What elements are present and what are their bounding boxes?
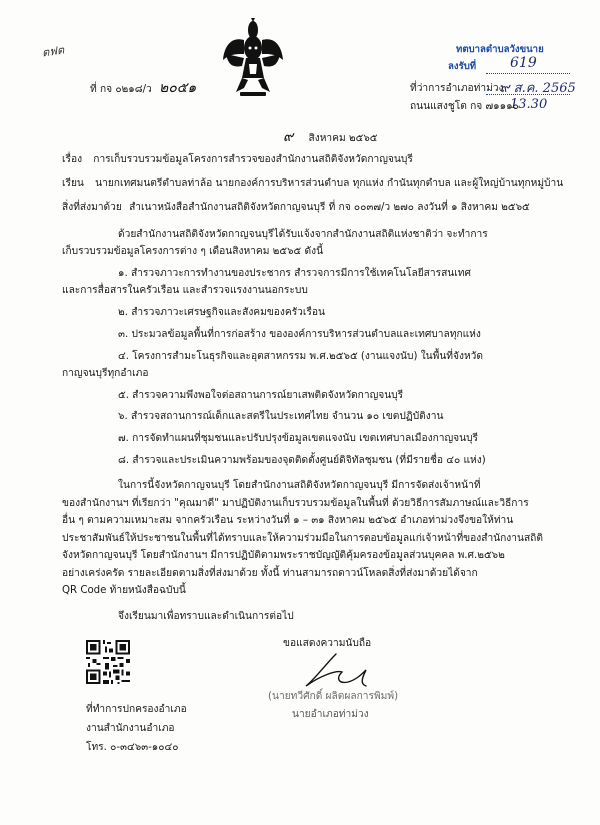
regards-line: ขอแสดงความนับถือ	[283, 638, 372, 649]
date-handwritten: ๙	[283, 129, 294, 145]
sender-address-2: ถนนแสงชูโต กจ ๗๑๑๑๐	[410, 101, 519, 112]
stamp-recv-no: 619	[510, 55, 537, 71]
closing-line: จึงเรียนมาเพื่อทราบและดำเนินการต่อไป	[118, 611, 294, 622]
paragraph-1-line-1: ด้วยสำนักงานสถิติจังหวัดกาญจนบุรีได้รับแจ้งจากสำนักงานสถิติแห่งชาติว่า จะทำการ	[118, 229, 488, 240]
salutation-line	[62, 177, 563, 190]
list-item: ๕. สำรวจความพึงพอใจต่อสถานการณ์ยาเสพติดจังหวัดกาญจนบุรี	[118, 390, 404, 401]
list-item: ๘. สำรวจและประเมินความพร้อมของจุดติดตั้งศูนย์ดิจิทัลชุมชน (ที่มีรายชื่อ ๔๐ แห่ง)	[118, 455, 486, 466]
list-item: ๑. สำรวจภาวะการทำงานของประชากร สำรวจการมีการใช้เทคโนโลยีสารสนเทศ	[118, 268, 471, 279]
subject-label: เรื่อง	[62, 154, 83, 165]
reference-label: ที่ กจ ๐๒๑๘/ว	[90, 84, 152, 95]
signature	[296, 642, 396, 692]
date-text: สิงหาคม ๒๕๖๕	[308, 133, 378, 144]
list-item: ๖. สำรวจสถานการณ์เด็กและสตรีในประเทศไทย จำนวน ๑๐ เขตปฏิบัติงาน	[118, 411, 444, 422]
paragraph-1-line-2: เก็บรวบรวมข้อมูลโครงการต่าง ๆ เดือนสิงหาคม ๒๕๖๕ ดังนี้	[62, 246, 324, 257]
paragraph-2-line: QR Code ท้ายหนังสือฉบับนี้	[62, 585, 186, 596]
stamp-time-val: 13.30	[510, 97, 548, 112]
subject-text: การเก็บรวบรวมข้อมูลโครงการสำรวจของสำนักงานสถิติจังหวัดกาญจนบุรี	[93, 154, 413, 165]
stamp-org: ทตบาลตำบลวังขนาย	[456, 44, 544, 55]
signer-name: (นายทวีศักดิ์ ผลิตผลการพิมพ์)	[268, 691, 399, 702]
list-item: ๔. โครงการสำมะโนธุรกิจและอุตสาหกรรม พ.ศ.๒๕๖๕ (งานแจงนับ) ในพื้นที่จังหวัด	[118, 351, 484, 362]
list-item: ๗. การจัดทำแผนที่ชุมชนและปรับปรุงข้อมูลเขตแจงนับ เขตเทศบาลเมืองกาญจนบุรี	[118, 433, 479, 444]
list-item: ๒. สำรวจภาวะเศรษฐกิจและสังคมของครัวเรือน	[118, 307, 325, 318]
salutation-text: นายกเทศมนตรีตำบลท่าล้อ นายกองค์การบริหารส่วนตำบล ทุกแห่ง กำนันทุกตำบล และผู้ใหญ่บ้านทุกหมู่บ้าน	[95, 178, 564, 189]
list-item: ๓. ประมวลข้อมูลพื้นที่การก่อสร้าง ขององค์การบริหารส่วนตำบลและเทศบาลทุกแห่ง	[118, 329, 481, 340]
stamp-recv-label: ลงรับที่	[448, 61, 477, 72]
paragraph-2-line: ในการนี้จังหวัดกาญจนบุรี โดยสำนักงานสถิติจังหวัดกาญจนบุรี มีการจัดส่งเจ้าหน้าที่	[118, 480, 481, 491]
margin-note: ตฟต	[41, 43, 65, 60]
salutation-label: เรียน	[62, 178, 84, 189]
paragraph-2-line: ประชาสัมพันธ์ให้ประชาชนในพื้นที่ได้ทราบและให้ความร่วมมือในการตอบข้อมูลแก่เจ้าหน้าที่ของสำนักงานสถิติ	[62, 533, 543, 544]
enclosure-text: สำเนาหนังสือสำนักงานสถิติจังหวัดกาญจนบุรี ที่ กจ ๐๐๓๗/ว ๒๗๐ ลงวันที่ ๑ สิงหาคม ๒๕๖๕	[129, 202, 530, 213]
enclosure-line	[62, 201, 530, 214]
list-item: กาญจนบุรีทุกอำเภอ	[62, 368, 149, 379]
paragraph-2-line: อื่น ๆ ตามความเหมาะสม จากครัวเรือน ระหว่างวันที่ ๑ – ๓๑ สิงหาคม ๒๕๖๕ อำเภอท่าม่วงจึงขอให้ท่าน	[62, 515, 514, 526]
footer-office: ที่ทำการปกครองอำเภอ	[86, 704, 187, 715]
paragraph-2-line: ของสำนักงานฯ ที่เรียกว่า "คุณมาดี" มาปฏิบัติงานเก็บรวบรวมข้อมูลในพื้นที่ ด้วยวิธีการสัมภาษณ์และวิธีการ	[62, 498, 529, 509]
reference-handwritten: ๒๐๕๑	[159, 80, 197, 96]
enclosure-label: สิ่งที่ส่งมาด้วย	[62, 202, 122, 213]
sender-address-1: ที่ว่าการอำเภอท่าม่วง	[410, 83, 504, 94]
footer-department: งานสำนักงานอำเภอ	[86, 723, 175, 734]
reference-number	[90, 82, 196, 96]
letter-date	[283, 131, 378, 145]
signer-title: นายอำเภอท่าม่วง	[292, 709, 369, 720]
stamp-date-val: ๙ ส.ค. 2565	[500, 81, 576, 96]
list-item: และการสื่อสารในครัวเรือน และสำรวจแรงงานนอกระบบ	[62, 285, 308, 296]
garuda-emblem	[222, 18, 284, 98]
paragraph-2-line: จังหวัดกาญจนบุรี โดยสำนักงานฯ มีการปฏิบัติตามพระราชบัญญัติคุ้มครองข้อมูลส่วนบุคคล พ.ศ.๒๕๖๒	[62, 550, 505, 561]
footer-phone: โทร. ๐-๓๔๖๓-๑๐๔๐	[86, 742, 179, 753]
subject-line	[62, 153, 413, 166]
qr-code	[86, 640, 130, 684]
stamp-recv-line	[486, 73, 570, 74]
paragraph-2-line: อย่างเคร่งครัด รายละเอียดตามสิ่งที่ส่งมาด้วย ทั้งนี้ ท่านสามารถดาวน์โหลดสิ่งที่ส่งมาด้วยได้จาก	[62, 568, 478, 579]
